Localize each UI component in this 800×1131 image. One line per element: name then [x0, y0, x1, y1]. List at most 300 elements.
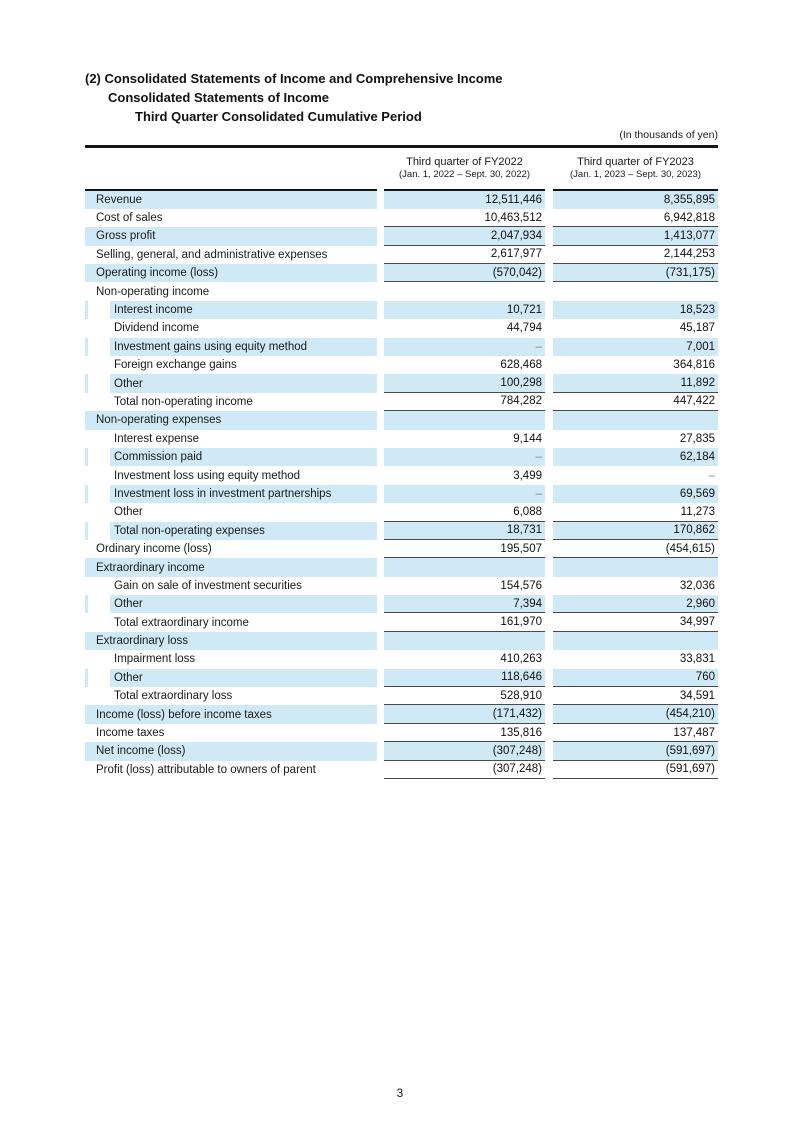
income-table-rows: [85, 191, 718, 780]
title-block: [85, 69, 503, 126]
table-row: [85, 209, 718, 227]
row-indent-notch: [88, 466, 110, 484]
table-row: [85, 356, 718, 374]
value-fy2022: [384, 227, 545, 245]
value-text: (171,432): [492, 708, 542, 721]
table-row: [85, 227, 718, 245]
value-text: (731,175): [665, 266, 715, 279]
row-label: Extraordinary loss: [96, 635, 189, 648]
value-fy2022: [384, 577, 545, 595]
header-fy2023-period: (Jan. 1, 2023 – Sept. 30, 2023): [570, 169, 701, 180]
value-fy2023: [553, 669, 718, 687]
unit-note: (In thousands of yen): [619, 129, 718, 141]
value-text: (570,042): [492, 266, 542, 279]
column-separator: [377, 411, 384, 429]
table-row: [85, 724, 718, 742]
column-separator: [377, 191, 384, 209]
row-indent-notch: [88, 522, 110, 540]
value-text: 8,355,895: [663, 193, 715, 206]
column-separator: [377, 227, 384, 245]
row-label: Investment loss in investment partnerships: [114, 487, 332, 500]
row-label: Income (loss) before income taxes: [96, 708, 272, 721]
row-label-cell: [85, 595, 377, 613]
value-fy2023: [553, 761, 718, 779]
value-fy2023: [553, 705, 718, 723]
value-fy2023: [553, 558, 718, 576]
page-number: 3: [396, 1088, 404, 1100]
column-separator: [377, 724, 384, 742]
value-text: 2,144,253: [663, 248, 715, 261]
document-subtitle: Consolidated Statements of Income: [108, 90, 330, 105]
value-text: 410,263: [500, 653, 542, 666]
row-label-cell: [85, 393, 377, 411]
column-separator: [377, 742, 384, 760]
value-fy2022: [384, 761, 545, 779]
value-fy2023: [553, 466, 718, 484]
value-fy2023: [553, 742, 718, 760]
value-fy2023: [553, 595, 718, 613]
row-label: Foreign exchange gains: [114, 359, 237, 372]
table-row: [85, 411, 718, 429]
column-separator: [545, 503, 553, 521]
row-label: Total non-operating expenses: [114, 524, 265, 537]
column-separator: [545, 282, 553, 300]
value-fy2023: [553, 503, 718, 521]
table-row: [85, 393, 718, 411]
value-fy2022: [384, 338, 545, 356]
no-value-dash: –: [535, 451, 542, 464]
column-separator: [545, 356, 553, 374]
row-label-cell: [85, 319, 377, 337]
column-separator: [545, 742, 553, 760]
value-text: (307,248): [492, 763, 542, 776]
row-label-cell: [85, 338, 377, 356]
value-text: 2,960: [686, 597, 715, 610]
value-text: 135,816: [500, 726, 542, 739]
column-separator: [377, 282, 384, 300]
value-fy2023: [553, 430, 718, 448]
table-row: [85, 669, 718, 687]
value-fy2023: [553, 411, 718, 429]
value-text: 137,487: [673, 726, 715, 739]
row-label-cell: [85, 246, 377, 264]
row-label: Interest expense: [114, 432, 200, 445]
value-text: 161,970: [500, 616, 542, 629]
value-text: 32,036: [679, 579, 715, 592]
value-fy2023: [553, 650, 718, 668]
column-separator: [377, 687, 384, 705]
column-separator: [377, 374, 384, 392]
value-text: 9,144: [513, 432, 542, 445]
value-fy2023: [553, 209, 718, 227]
value-fy2022: [384, 191, 545, 209]
column-separator: [377, 540, 384, 558]
value-fy2023: [553, 374, 718, 392]
value-text: 6,942,818: [663, 211, 715, 224]
column-separator: [545, 632, 553, 650]
row-label-cell: [85, 227, 377, 245]
header-fy2023-title: Third quarter of FY2023: [577, 156, 694, 168]
document-title: (2) Consolidated Statements of Income and Comprehensive Income: [85, 71, 503, 86]
value-text: 528,910: [500, 689, 542, 702]
value-text: 18,731: [506, 524, 542, 537]
value-fy2023: [553, 393, 718, 411]
column-separator: [545, 687, 553, 705]
row-label: Selling, general, and administrative expenses: [96, 248, 328, 261]
value-fy2022: [384, 742, 545, 760]
value-fy2022: [384, 301, 545, 319]
row-label-cell: [85, 191, 377, 209]
value-fy2022: [384, 319, 545, 337]
value-text: 18,523: [679, 304, 715, 317]
value-fy2022: [384, 374, 545, 392]
row-indent-notch: [88, 338, 110, 356]
row-label-cell: [85, 742, 377, 760]
column-separator: [377, 448, 384, 466]
value-text: 7,001: [686, 340, 715, 353]
row-label-cell: [85, 650, 377, 668]
column-separator: [377, 319, 384, 337]
row-label: Gain on sale of investment securities: [114, 579, 302, 592]
table-row: [85, 466, 718, 484]
value-text: 364,816: [673, 359, 715, 372]
column-separator: [377, 209, 384, 227]
column-separator: [545, 724, 553, 742]
row-indent-notch: [88, 613, 110, 631]
column-separator: [377, 338, 384, 356]
row-label: Total extraordinary loss: [114, 690, 233, 703]
value-text: 45,187: [679, 322, 715, 335]
column-separator: [545, 148, 553, 191]
row-indent-notch: [88, 448, 110, 466]
row-label-cell: [85, 264, 377, 282]
value-fy2023: [553, 338, 718, 356]
value-text: 1,413,077: [663, 229, 715, 242]
value-fy2022: [384, 430, 545, 448]
row-label-cell: [85, 466, 377, 484]
value-text: 100,298: [500, 377, 542, 390]
table-row: [85, 282, 718, 300]
row-label-cell: [85, 761, 377, 779]
value-text: (307,248): [492, 744, 542, 757]
row-indent-notch: [88, 650, 110, 668]
value-text: (454,615): [665, 542, 715, 555]
value-text: 27,835: [679, 432, 715, 445]
table-row: [85, 430, 718, 448]
table-row: [85, 705, 718, 723]
column-separator: [545, 430, 553, 448]
row-label-cell: [85, 301, 377, 319]
value-fy2023: [553, 485, 718, 503]
table-row: [85, 687, 718, 705]
table-row: [85, 613, 718, 631]
value-text: 12,511,446: [485, 193, 542, 206]
row-label-cell: [85, 705, 377, 723]
value-fy2022: [384, 466, 545, 484]
column-separator: [545, 613, 553, 631]
value-fy2022: [384, 540, 545, 558]
value-text: 34,997: [679, 616, 715, 629]
value-text: 34,591: [679, 689, 715, 702]
column-separator: [545, 540, 553, 558]
column-separator: [377, 650, 384, 668]
header-fy2022-period: (Jan. 1, 2022 – Sept. 30, 2022): [399, 169, 530, 180]
table-row: [85, 761, 718, 779]
row-indent-notch: [88, 374, 110, 392]
column-separator: [377, 148, 384, 191]
value-text: 195,507: [500, 542, 542, 555]
value-text: 33,831: [679, 653, 715, 666]
table-row: [85, 485, 718, 503]
row-label: Interest income: [114, 304, 193, 317]
row-label: Investment gains using equity method: [114, 340, 308, 353]
column-separator: [377, 356, 384, 374]
row-label: Total non-operating income: [114, 395, 253, 408]
value-text: 7,394: [513, 597, 542, 610]
table-row: [85, 264, 718, 282]
value-text: (591,697): [665, 763, 715, 776]
table-row: [85, 595, 718, 613]
value-fy2022: [384, 448, 545, 466]
table-row: [85, 577, 718, 595]
row-label-cell: [85, 669, 377, 687]
column-separator: [377, 393, 384, 411]
header-label-cell: [85, 148, 377, 191]
row-indent-notch: [88, 669, 110, 687]
row-label: Investment loss using equity method: [114, 469, 301, 482]
table-row: [85, 374, 718, 392]
row-indent-notch: [88, 301, 110, 319]
column-separator: [545, 485, 553, 503]
column-separator: [545, 209, 553, 227]
no-value-dash: –: [535, 487, 542, 500]
value-fy2023: [553, 246, 718, 264]
column-separator: [545, 577, 553, 595]
value-fy2022: [384, 613, 545, 631]
value-text: 10,463,512: [484, 211, 542, 224]
value-fy2023: [553, 319, 718, 337]
row-indent-notch: [88, 319, 110, 337]
row-label-cell: [85, 558, 377, 576]
column-separator: [377, 485, 384, 503]
column-separator: [545, 448, 553, 466]
row-label-cell: [85, 540, 377, 558]
column-separator: [545, 319, 553, 337]
row-label-cell: [85, 209, 377, 227]
table-row: [85, 191, 718, 209]
value-text: 760: [695, 671, 715, 684]
value-text: 10,721: [506, 304, 542, 317]
value-text: 784,282: [500, 395, 542, 408]
value-fy2022: [384, 632, 545, 650]
value-fy2022: [384, 282, 545, 300]
value-fy2022: [384, 393, 545, 411]
row-label: Non-operating expenses: [96, 414, 222, 427]
row-label: Non-operating income: [96, 285, 210, 298]
row-label: Operating income (loss): [96, 267, 219, 280]
value-fy2023: [553, 724, 718, 742]
value-fy2023: [553, 540, 718, 558]
value-fy2022: [384, 650, 545, 668]
row-label: Ordinary income (loss): [96, 543, 212, 556]
row-label-cell: [85, 448, 377, 466]
value-text: (454,210): [665, 708, 715, 721]
header-fy2022-title: Third quarter of FY2022: [406, 156, 523, 168]
value-fy2022: [384, 687, 545, 705]
table-row: [85, 650, 718, 668]
column-separator: [545, 264, 553, 282]
row-label: Other: [114, 377, 143, 390]
column-separator: [377, 301, 384, 319]
value-fy2023: [553, 522, 718, 540]
column-separator: [545, 669, 553, 687]
row-label-cell: [85, 613, 377, 631]
column-separator: [545, 338, 553, 356]
value-fy2023: [553, 356, 718, 374]
value-fy2023: [553, 632, 718, 650]
row-label: Net income (loss): [96, 745, 186, 758]
table-row: [85, 246, 718, 264]
column-separator: [377, 264, 384, 282]
row-label-cell: [85, 632, 377, 650]
row-label-cell: [85, 282, 377, 300]
value-text: 11,892: [680, 377, 715, 390]
column-separator: [545, 246, 553, 264]
value-text: 11,273: [680, 505, 715, 518]
column-separator: [377, 577, 384, 595]
column-separator: [377, 595, 384, 613]
table-row: [85, 540, 718, 558]
value-fy2022: [384, 522, 545, 540]
value-fy2022: [384, 558, 545, 576]
value-text: 6,088: [513, 505, 542, 518]
no-value-dash: –: [535, 340, 542, 353]
column-separator: [545, 191, 553, 209]
row-label: Income taxes: [96, 727, 165, 740]
value-fy2023: [553, 191, 718, 209]
column-separator: [377, 430, 384, 448]
value-text: 69,569: [679, 487, 715, 500]
column-separator: [545, 558, 553, 576]
column-separator: [545, 411, 553, 429]
header-fy2023: [553, 148, 718, 191]
column-separator: [377, 522, 384, 540]
value-fy2023: [553, 282, 718, 300]
row-indent-notch: [88, 356, 110, 374]
row-label: Impairment loss: [114, 653, 196, 666]
value-text: 154,576: [500, 579, 542, 592]
column-separator: [377, 466, 384, 484]
column-separator: [545, 393, 553, 411]
row-label-cell: [85, 687, 377, 705]
value-fy2023: [553, 577, 718, 595]
column-separator: [377, 246, 384, 264]
row-label: Extraordinary income: [96, 561, 205, 574]
row-label-cell: [85, 503, 377, 521]
column-separator: [545, 227, 553, 245]
row-label-cell: [85, 485, 377, 503]
value-text: 447,422: [673, 395, 715, 408]
row-label: Revenue: [96, 193, 143, 206]
table-row: [85, 319, 718, 337]
table-header-row: [85, 148, 718, 191]
value-text: 118,646: [501, 671, 542, 684]
row-label-cell: [85, 411, 377, 429]
value-fy2023: [553, 227, 718, 245]
value-fy2022: [384, 485, 545, 503]
row-indent-notch: [88, 430, 110, 448]
value-fy2022: [384, 356, 545, 374]
row-label: Dividend income: [114, 322, 200, 335]
column-separator: [545, 301, 553, 319]
row-indent-notch: [88, 687, 110, 705]
value-fy2022: [384, 209, 545, 227]
column-separator: [545, 522, 553, 540]
table-row: [85, 503, 718, 521]
value-text: 44,794: [506, 322, 542, 335]
row-label: Cost of sales: [96, 212, 163, 225]
row-label-cell: [85, 374, 377, 392]
value-text: 170,862: [673, 524, 715, 537]
income-statement-table: [85, 129, 718, 779]
value-fy2022: [384, 705, 545, 723]
row-label: Commission paid: [114, 451, 203, 464]
column-separator: [545, 650, 553, 668]
row-label: Profit (loss) attributable to owners of parent: [96, 763, 316, 776]
value-fy2022: [384, 669, 545, 687]
value-fy2022: [384, 595, 545, 613]
row-indent-notch: [88, 577, 110, 595]
row-label-cell: [85, 356, 377, 374]
row-label-cell: [85, 522, 377, 540]
value-fy2022: [384, 724, 545, 742]
no-value-dash: –: [708, 469, 715, 482]
column-separator: [545, 705, 553, 723]
value-fy2022: [384, 411, 545, 429]
column-separator: [377, 705, 384, 723]
column-separator: [377, 503, 384, 521]
column-separator: [545, 761, 553, 779]
row-label: Gross profit: [96, 230, 156, 243]
row-indent-notch: [88, 393, 110, 411]
row-label: Other: [114, 598, 143, 611]
value-text: 3,499: [513, 469, 542, 482]
table-row: [85, 522, 718, 540]
column-separator: [377, 632, 384, 650]
value-text: 62,184: [679, 451, 715, 464]
value-fy2022: [384, 503, 545, 521]
row-label-cell: [85, 577, 377, 595]
column-separator: [377, 613, 384, 631]
value-text: 2,047,934: [490, 229, 542, 242]
table-row: [85, 301, 718, 319]
value-fy2023: [553, 613, 718, 631]
column-separator: [545, 595, 553, 613]
document-period-title: Third Quarter Consolidated Cumulative Period: [135, 109, 422, 124]
table-row: [85, 742, 718, 760]
row-label: Other: [114, 506, 143, 519]
table-row: [85, 338, 718, 356]
value-text: 628,468: [500, 359, 542, 372]
table-row: [85, 632, 718, 650]
row-indent-notch: [88, 595, 110, 613]
header-fy2022: [384, 148, 545, 191]
row-label-cell: [85, 724, 377, 742]
row-indent-notch: [88, 503, 110, 521]
table-row: [85, 558, 718, 576]
column-separator: [545, 374, 553, 392]
value-fy2022: [384, 246, 545, 264]
